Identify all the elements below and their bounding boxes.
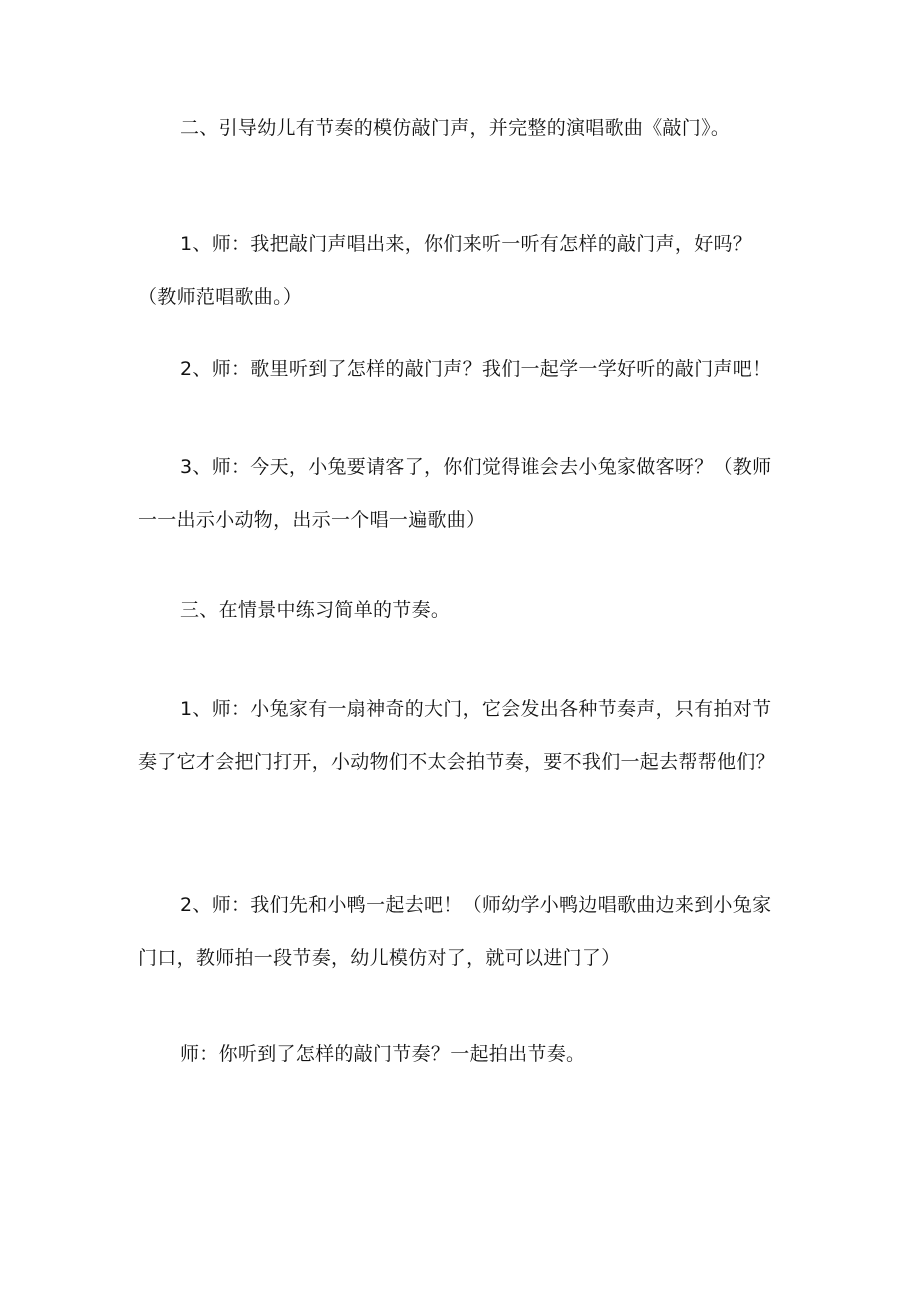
section-heading-three: 三、在情景中练习简单的节奏。 [180, 599, 451, 621]
paragraph-teacher-question: 师：你听到了怎样的敲门节奏？一起拍出节奏。 [180, 1043, 586, 1065]
section-heading-two: 二、引导幼儿有节奏的模仿敲门声，并完整的演唱歌曲《敲门》。 [180, 117, 731, 139]
paragraph-step-1: 1、师：我把敲门声唱出来，你们来听一听有怎样的敲门声，好吗？（教师范唱歌曲。） [138, 233, 753, 308]
paragraph-rhythm-step-1: 1、师：小兔家有一扇神奇的大门，它会发出各种节奏声，只有拍对节奏了它才会把门打开，小动物们不太会拍节奏，要不我们一起去帮帮他们？ [138, 698, 775, 773]
paragraph-step-3: 3、师：今天，小兔要请客了，你们觉得谁会去小兔家做客呀？（教师一一出示小动物，出示一个唱一遍歌曲） [138, 456, 772, 531]
paragraph-rhythm-step-2: 2、师：我们先和小鸭一起去吧！（师幼学小鸭边唱歌曲边来到小兔家门口，教师拍一段节奏，幼儿模仿对了，就可以进门了） [138, 894, 772, 969]
paragraph-step-2: 2、师：歌里听到了怎样的敲门声？我们一起学一学好听的敲门声吧！ [180, 358, 772, 380]
